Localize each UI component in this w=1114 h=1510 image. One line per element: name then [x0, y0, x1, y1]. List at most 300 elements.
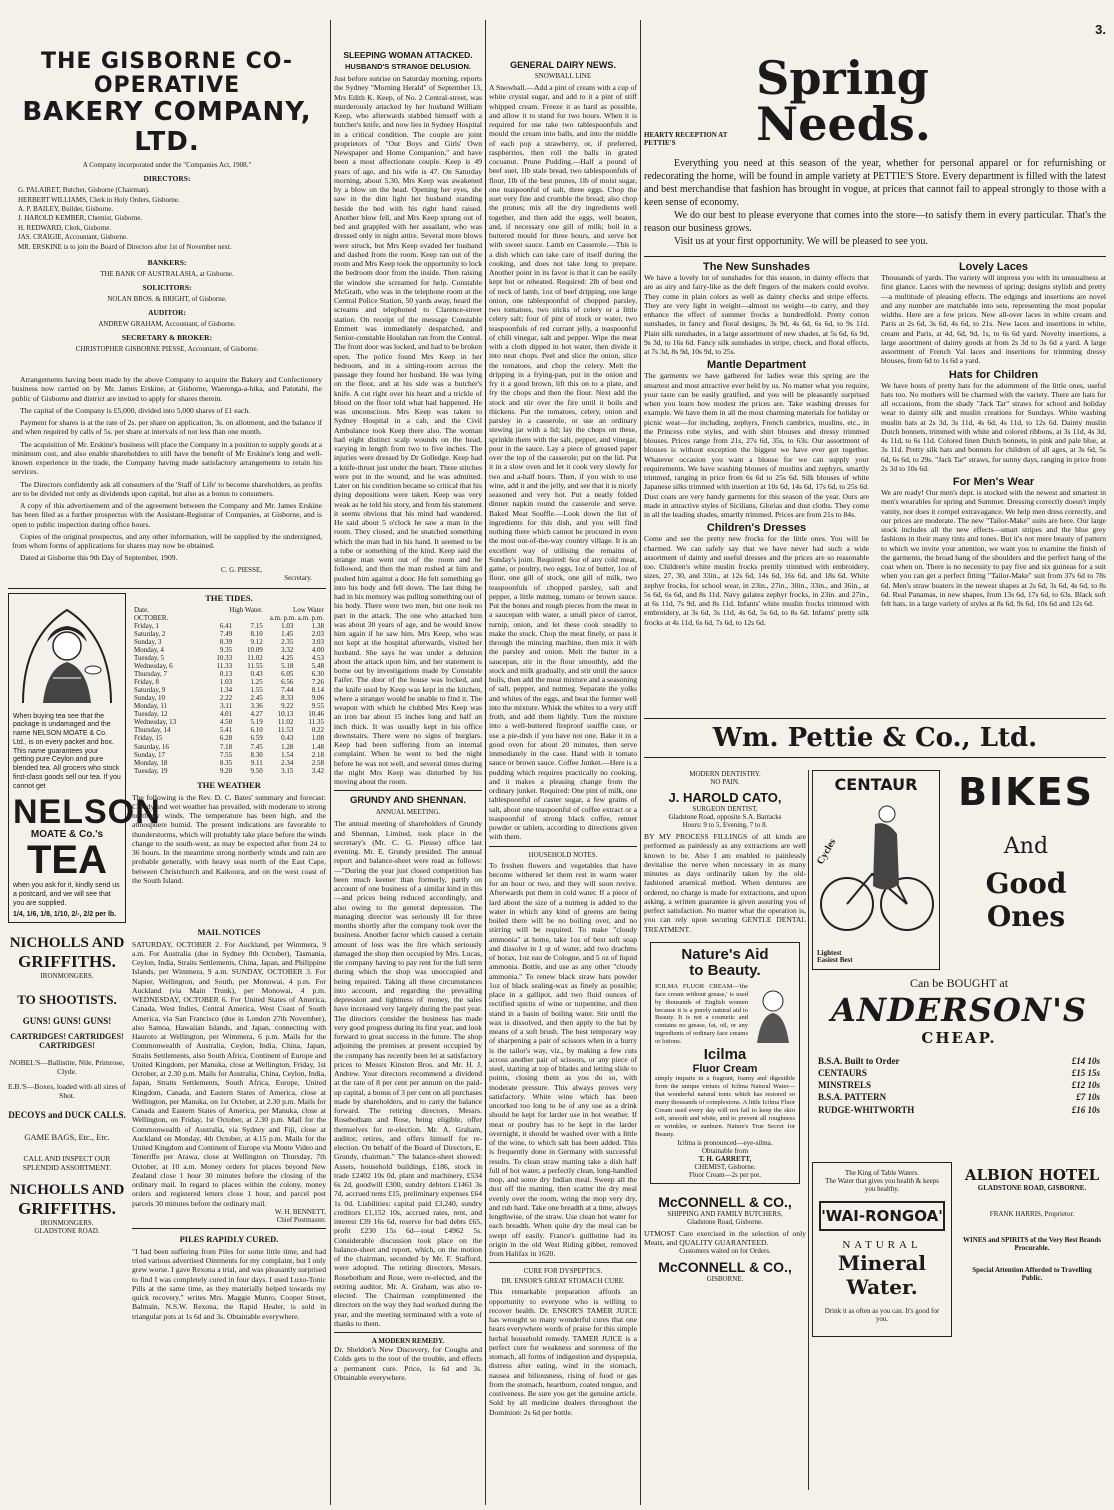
auditor-heading: AUDITOR:: [148, 308, 186, 318]
coop-paragraph: Arrangements having been made by the above Company to acquire the Bakery and Confectionery business now carried on by Mr. James Erskine, at Gisborne, Waerenga-a-hika, and Patutahi, the public of Gisborne and district are invited to apply for shares therein.: [12, 375, 322, 403]
bike-model: B.S.A. PATTERN: [818, 1092, 887, 1103]
grundy-subheading: ANNUAL MEETING.: [375, 808, 441, 817]
mcconnell-address: Gladstone Road, Gisborne.: [687, 1217, 763, 1226]
tides-time-cell: 1.54: [281, 750, 294, 759]
tides-time-cell: 6.56: [281, 678, 294, 687]
coop-signature-title: Secretary.: [284, 573, 312, 582]
tides-header-row: [132, 606, 326, 614]
tides-time-cell: 2.18: [311, 750, 324, 759]
mcconnell-name-2: McCONNELL & CO.,: [658, 1259, 792, 1275]
tides-time-cell: 6.05: [281, 670, 294, 679]
tides-date-cell: Wednesday, 13: [134, 718, 177, 727]
tides-col-high: High Water.: [229, 605, 263, 614]
news-heading: GENERAL DAIRY NEWS.: [510, 60, 616, 70]
tides-time-cell: 5.41: [219, 726, 233, 735]
secretary-heading: SECRETARY & BROKER:: [121, 333, 213, 343]
men-text: We are ready! Our men's dept. is stocked with the newest and smartest in men's wearables for spring and Summer. Dressing correctly doesn't imply vanity, nor does it compel extravagance. We help men dress correctly, and our prices are moderate. The new "Tailor-Make" suits are here. Our large stock includes all the new effects—smart stripes and the blue grey fashions in their many tints and tones. But it's not mere beauty of pattern to which we invite your attention, we want you to examine the finish of the garments, the broad hang of the shoulders and the perfect hang of the coat when on. There is no necessity to pay five and six guineas for a suit when you can get a perfect fitting "Tailor-Make" suit from 37s 6d to 78s 6d. Men's straw boaters in the newest shapes at 2s 6d, 3s 6d, 4s 6d, to 8s 6d. Real Panamas, in new shapes, from 13s 6d, 17s 6d, to 63s. Black soft felt hats, in a large variety of styles at 8s 6d, 9s 6d, 10s 6d and 12s 6d.: [881, 488, 1106, 608]
bikes-cheap: CHEAP.: [921, 1029, 997, 1047]
director: HERBERT WILLIAMS, Clerk in Holy Orders, Gisborne.: [18, 195, 180, 204]
mcconnell-advert: [644, 1194, 806, 1284]
men-heading: For Men's Wear: [952, 476, 1035, 488]
dentistry-sub: NO PAIN.: [710, 778, 740, 786]
divider: [132, 1228, 326, 1229]
coop-body: [12, 375, 322, 563]
coop-paragraph: Copies of the original prospectus, and any other information, will be supplied by the undersigned, from whom forms of applications for shares may now be obtained.: [12, 531, 322, 551]
coop-paragraph: A copy of this advertisement and of the agreement between the Company and Mr. James Erskine has been filed as a further prospectus with the Assistant-Registrar of Companies, at Gisborne, and is open to public inspection during office hours.: [12, 501, 322, 529]
tides-time-cell: 7.44: [281, 686, 294, 695]
column-1: [8, 20, 326, 1510]
pettie-headline: Spring Needs.: [756, 55, 931, 151]
pettie-footer-box: [644, 718, 1106, 758]
tides-time-cell: 2.45: [250, 694, 263, 703]
tides-time-cell: 3.32: [281, 645, 294, 654]
tides-date-cell: Tuesday, 5: [134, 654, 165, 662]
divider: [489, 1262, 637, 1263]
coop-incorporated: A Company incorporated under the "Companies Act, 1908.": [82, 161, 252, 170]
dyspeptics-heading: CURE FOR DYSPEPTICS.: [523, 1267, 603, 1276]
tides-time-cell: 5.18: [281, 662, 294, 671]
tides-row: [132, 678, 326, 686]
centaur-slogan: Lightest Easiest Best: [817, 948, 853, 965]
bike-model: MINSTRELS: [818, 1080, 872, 1091]
weather-heading: THE WEATHER: [197, 779, 261, 790]
tides-row: [132, 734, 326, 742]
pettie-intro-1: Everything you need at this season of the year, whether for personal apparel or for refurnishing or redecorating the home, will be found in ample variety at PETTIE'S Store. Every department is filled with the latest and best merchandise that fashion has brought in vogue, at prices that cannot fail to appeal strongly to those with a keen sense of economy.: [644, 158, 1106, 208]
albion-special: Special Attention Afforded to Travelling Public.: [972, 1266, 1092, 1282]
director: A. P. BAILEY, Builder, Gisborne.: [18, 205, 114, 214]
coop-title-1: THE GISBORNE CO-OPERATIVE: [40, 49, 294, 99]
mail-heading: MAIL NOTICES: [197, 926, 261, 937]
nicholls-name-1: NICHOLLS AND: [9, 934, 125, 951]
bike-model: B.S.A. Built to Order: [818, 1056, 900, 1066]
nicholls-name-2: GRIFFITHS.: [18, 951, 116, 971]
tides-time-cell: 8.30: [250, 750, 263, 759]
tides-time-cell: 8.33: [281, 694, 294, 703]
tides-time-cell: 8.14: [311, 686, 324, 695]
tides-time-cell: 1.34: [219, 686, 233, 695]
icilma-text: ICILMA FLUOR CREAM—'the face cream without grease,' is used by thousands of English women because it is a purely natural aid to Beauty. It is not a cosmetic and contains no grease, fat, oil, or any ingredients of ordinary face creams or lotions.: [655, 982, 748, 1046]
tides-time-cell: 0.13: [219, 670, 233, 679]
tides-row: [132, 702, 326, 710]
divider: [334, 790, 482, 791]
tides-date-cell: Monday, 11: [134, 702, 168, 711]
bankers-heading: BANKERS:: [147, 258, 187, 268]
tides-time-cell: 11.35: [308, 718, 324, 727]
laces-heading: Lovely Laces: [958, 261, 1029, 273]
tides-time-cell: 11.33: [216, 662, 233, 671]
tides-time-cell: 4.27: [250, 710, 263, 719]
column-2: [334, 20, 482, 1510]
page-number: 3.: [1095, 22, 1106, 37]
lady-portrait-icon: [751, 983, 795, 1043]
tides-time-cell: 10.13: [277, 710, 294, 719]
icilma-price: Fluor Cream—2s per pot.: [689, 1170, 761, 1179]
tides-date-cell: Monday, 4: [134, 645, 164, 654]
tides-month: OCTOBER.: [134, 613, 169, 622]
tides-time-cell: 5.19: [250, 718, 263, 727]
bikes-can: Can be BOUGHT at: [909, 976, 1009, 990]
household-heading: HOUSEHOLD NOTES.: [528, 850, 598, 859]
mail-signature: W. H. BENNETT,: [274, 1207, 326, 1216]
tides-weather-mail: [132, 593, 326, 923]
tides-ampm: a.m. p.m. a.m. p.m.: [269, 613, 324, 622]
tides-date-cell: Saturday, 16: [134, 742, 169, 751]
auditor: ANDREW GRAHAM, Accountant, of Gisborne.: [98, 320, 236, 329]
bikes-headline: [946, 770, 1106, 970]
director: JAS. CRAIGIE, Accountant, Gisborne.: [18, 233, 128, 242]
bike-price-row: [818, 1104, 1100, 1116]
nicholls-name-3: NICHOLLS AND: [9, 1181, 125, 1198]
tides-time-cell: 7.45: [250, 742, 263, 751]
dyspeptics-subheading: DR. ENSOR'S GREAT STOMACH CURE.: [501, 1277, 625, 1286]
column-rule: [640, 20, 641, 1505]
mcconnell-name: McCONNELL & CO.,: [658, 1193, 792, 1210]
icilma-title-1: Nature's Aid: [681, 945, 769, 963]
solicitors-heading: SOLICITORS:: [142, 283, 192, 293]
tides-time-cell: 9.20: [219, 766, 233, 775]
tides-time-cell: 1.38: [311, 621, 324, 630]
pettie-right-col: [881, 261, 1106, 627]
tides-date-cell: Wednesday, 6: [134, 662, 173, 671]
mantle-heading: Mantle Department: [706, 359, 807, 372]
tides-time-cell: 10.09: [246, 645, 263, 654]
tides-time-cell: 1.48: [311, 742, 324, 751]
tides-time-cell: 9.06: [311, 694, 324, 703]
cartridges-line: CARTRIDGES! CARTRIDGES! CARTRIDGES!: [10, 1031, 124, 1050]
coop-paragraph: Dated at Gisborne this 9th Day of September, 1909.: [20, 553, 178, 563]
director: J. HAROLD KEMBER, Chemist, Gisborne.: [18, 214, 143, 223]
bikes-price-list: [812, 1055, 1106, 1116]
tides-row: [132, 767, 326, 775]
bike-price-row: [818, 1091, 1100, 1103]
pettie-footer: Wm. Pettie & Co., Ltd.: [712, 723, 1038, 753]
remedy-text: Dr. Sheldon's New Discovery, for Coughs and Colds gets to the root of the trouble, and effects a permanent cure. Price, 1s 6d and 3s. Obtainable everywhere.: [334, 1345, 482, 1382]
bicycle-rider-icon: [817, 794, 935, 944]
tides-time-cell: 6.59: [250, 734, 263, 743]
tides-date-cell: Sunday, 3: [134, 637, 162, 646]
nelson-brand: NELSON: [13, 793, 161, 832]
director: G. PALAIRET, Butcher, Gisborne (Chairman).: [18, 186, 150, 195]
tides-row: [132, 751, 326, 759]
tides-time-cell: 6.30: [311, 670, 324, 679]
tides-time-cell: 7.26: [311, 678, 324, 687]
tides-time-cell: 5.48: [311, 662, 324, 671]
column-rule: [808, 770, 809, 1490]
icilma-title-2: to Beauty.: [689, 962, 761, 980]
water-mineral: Mineral Water.: [837, 1251, 927, 1299]
dentistry-heading: MODERN DENTISTRY.: [689, 770, 761, 778]
children-heading: Children's Dresses: [706, 522, 807, 535]
woman-with-teacup-icon: [13, 598, 121, 708]
bikes-ones: Ones: [986, 900, 1066, 933]
remedy-heading: A MODERN REMEDY.: [371, 1337, 445, 1345]
sunshades-text: We have a lovely lot of sunshades for this season, in dainty effects that are as airy and fairy-like as the deft fingers of the makers could evolve. They come in plain colors as well as dainty checks and stripe effects. They are very light in weight—almost no weight—to carry, and they enhance the effect of summer frocks a hundredfold. Pretty cotton sunshades, in fancy and floral designs, 3s 9d, 4s 6d, 6s 6d, to 9s 11d. Plain silk sunshades, in a large assortment of new shades, at 5s 6d, 6s 9d, 9s 3d, to 16s 6d. Fancy silk sunshades in stripe, check, and floral effects, at 7s 3d, 8s 9d, 10s 9d, to 25s.: [644, 273, 869, 356]
tides-time-cell: 11.55: [247, 662, 263, 671]
bikes-title: BIKES: [958, 770, 1094, 814]
icilma-obtain: Obtainable from: [701, 1146, 749, 1155]
bike-price-row: [818, 1067, 1100, 1079]
bankers: THE BANK OF AUSTRALASIA, at Gisborne.: [100, 270, 234, 279]
tides-time-cell: 0.43: [250, 670, 263, 679]
coop-signature: C. G. PIESSE,: [220, 565, 262, 574]
tides-time-cell: 4.25: [281, 654, 294, 662]
tides-time-cell: 11.02: [247, 654, 263, 662]
water-line-1: The King of Table Waters.: [845, 1169, 919, 1177]
nicholls-sub-2: IRONMONGERS.: [40, 1218, 94, 1227]
nicholls-sub: IRONMONGERS.: [40, 971, 94, 980]
boxes-line: E.B.'S—Boxes, loaded with all sizes of Shot.: [8, 1081, 127, 1100]
divider: [489, 846, 637, 847]
tides-time-cell: 9.50: [250, 766, 263, 775]
albion-address: GLADSTONE ROAD, GISBORNE.: [977, 1184, 1087, 1192]
dentist-role: SURGEON DENTIST,: [692, 805, 758, 813]
dentist-text: BY MY PROCESS FILLINGS of all kinds are performed as painlessly as any extractions are well known to be. Also I am enabled to painlessly devitalise the nerve when necessary in as many minutes as days ordinarily taken by the old-fashioned arsenical method. When dentures are ordered, no charge is made for extractions, and upon asking, a written guarantee is given assuring you of perfect satisfaction. No matter what the operation is, you can rely upon securing GENTLE DENTAL TREATMENT.: [644, 832, 806, 934]
tides-row: [132, 718, 326, 726]
albion-proprietor: FRANK HARRIS, Proprietor.: [989, 1210, 1075, 1218]
secretary: CHRISTOPHER GISBORNE PIESSE, Accountant, of Gisborne.: [75, 345, 259, 354]
nelson-outro: when you ask for it, kindly send us a postcard, and we will see that you are supplied.: [13, 882, 120, 907]
tides-row: [132, 694, 326, 702]
bike-price-row: [818, 1055, 1100, 1067]
tides-time-cell: 4.01: [219, 710, 233, 719]
attack-text: Just before sunrise on Saturday morning, reports the Sydney "Morning Herald" of September 13, Mrs Edith K. Keep, of No. 2 Central-street, was murderously attacked by her husband William Keep, who afterwards stabbed himself with a butcher's knife, and now lies in Sydney Hospital in a critical condition. The couple are joint proprietors of "Our Boys and Girls' Own Newspaper and Home Companion," and have been a most affectionate couple. Keep is 49 years of age, and his wife is 47. On Saturday morning, about 5.30, Mrs Keep was awakened by a blow on the head. Opening her eyes, she saw in the dim light her husband standing beside the bed with his right hand raised. Another blow fell, and Mrs Keep sprang out of bed and grappled with her assailant, who was dressed only in night attire. Several more blows were struck, but Mrs Keep evaded her husband and dashed from the room. Keep ran out of the room and Mrs Keep took the opportunity to lock the bedroom door from the inside. Then raising the window she screamed for help. Constable McGrath, who was in the telephone room at the Central Police Station, 50 yards away, heard the screams and telephoned to Clarence-street station. On receipt of the message Constable Emmett was immediately despatched, and Senior-constable Houlahan ran from the Central. The front door was locked, and had to be broken open. The police found Mrs Keep in her bedroom, and in a sitting-room across the passage they found her husband. He was lying on the floor, and at his side was a butcher's knife. A cut right over his heart and a trickle of blood on the floor told what had happened. He was unconscious. Mrs Keep was taken to Sydney Hospital in a cab, and the Civil Ambulance took Keep there also. The woman had eight distinct scalp wounds on the head, varying in length from two to five inches. The injuries were dressed by Dr Golledge. Keep had a knife-thrust just under the heart. Three stitches were put in the wound, and he was admitted. Later on his condition became so critical that his dying depositions were taken. Keep was very weak as he told his story, and from his statement it seems obvious that his mind had wandered. He said about 5 o'clock he saw a man in the room. They closed, and he snatched something which the man had in his hand. It seemed to be a tube or something of the kind. Keep said the strange man went out of the room and he followed, and then the man rushed at him and pushed him against a door. He felt something go into his body and fell down. The last thing he had in his memory was pulling something out of his body. There were two men, but one took no part in the attack. The one who attacked him was about 30 years of age, and he would know him again if he saw him. Mrs Keep, who was not kept at the hospital afterwards, visited her husband. She says he was under a delusion about the attack upon him, and her statement is borne out by investigations made by Constable Faifer. The door of the house was locked, and the knife used by Keep was kept in the kitchen, where a stranger would be unable to find it. The weapon with which he clubbed Mrs Keep was an iron bar about 15 inches long and half an inch thick. It was usually kept in his office downstairs. There were no signs of burglars. Keep had been suffering from an internal complaint. When he went to bed the night before he was not well, and several times during the night Mrs Keep was disturbed by his moving about the room.: [334, 74, 482, 786]
dentist-address: Gladstone Road, opposite S.A. Barracks: [668, 813, 782, 821]
dyspeptics-text: This remarkable preparation affords an opportunity to everyone who is willing to recover health. Dr. ENSOR'S TAMER JUICE has wrought so many wonderful cures that one hears everywhere words of praise for this simple herbal household remedy. TAMER JUICE is a perfect cure for weakness and soreness of the stomach, all forms of indigestion and dyspepsia, distress after eating, wind in the stomach, nausea and biliousness, rising of food or gas from the stomach, heartburn, coated tongue, and costiveness. Be sure you get the genuine article. Sold by all medicine dealers throughout the Dominion: 2s 6d per bottle.: [489, 1287, 637, 1417]
household-text: To freshen flowers and vegetables that have become withered let them rest in warm water for an hour or two, and they will soon revive. Afterwards put them in cold water. If a piece of lard about the size of a nutmeg is added to the water in which any kind of greens are being boiled there will be no boiling over, and no stirring will be required. To make "cloudy ammonia" at home, take 1oz of best soft soap and dissolve in 1 qt of water, add two drachms of borax, 1oz eau de Cologne, and 5 oz of liquid ammonia. Bottle, and use as any other "cloudy ammonia." To renew black straw hats powder 1oz of black sealing-wax as finely as possible; place in a gallipot, add two fluid ounces of rectified spirits of wine or turpentine, and then stand in a basin of boiling water. Stir until the wax is dissolved, and then apply to the hat by means of a soft brush. The best temporary way of sharpening a pair of scissors when in a hurry is the tailor's way, viz., by making a few cuts across another pair of scissors, or any piece of steel, starting at top of blades and letting slide to points, closing them as you do so, with moderate pressure. This always proves very satisfactory. White wine which has been uncorked too long to be of any use as a drink should be kept for larder use in hot weather. If meat or poultry has to be kept in the larder overnight, it should be washed over with a little of the wine, to which salt has been added. This is frequently done in Germany with successful results. To clean straw matting take a dish half full of hot water, a perfectly clean, long-handled mop, and some dry Indian meal. Sweep all the dust off the matting, then scatter the dry meal evenly over the room, wring the mop very dry, and rub hard. Take one breadth at a time, always lengthwise, of the straw. Use clean hot water for each breadth. When quite dry the meal can be swept off easily. France's guillotine had its origin in the old West Riding gibbet, removed from Halifax in 1620.: [489, 860, 637, 1258]
tides-time-cell: 6.10: [250, 726, 263, 735]
tides-date-cell: Friday, 1: [134, 621, 159, 630]
laces-text: Thousands of yards. The variety will impress you with its unusualness at first glance. Laces with the newness of spring; designs stylish and pretty—a multitude of pleasing effects. The edgings and insertions are novel and any number are matchable into sets, representing the most popular widths. Here are a few prices. New all-over laces in white cream and Paris at 2s 6d, 3s 6d, 4s 6d, to 21s. New laces and insertions in white, cream and Paris, at 4d, 6d, 9d, 1s, to 6s 6d yard. Novelty insertions, a large assortment of dainty goods at from 2s 3d to 3s 6d a yard. A large assortment of French Val laces and insertions for trimming dressy blouses, from 6d to 1s 6d a yard.: [881, 273, 1106, 366]
tides-time-cell: 1.28: [281, 742, 294, 751]
tides-time-cell: 2.03: [311, 629, 324, 638]
hats-heading: Hats for Children: [948, 368, 1039, 381]
mcconnell-town: GISBORNE.: [706, 1275, 744, 1283]
water-line-3: Drink it as often as you can. It's good for you.: [824, 1307, 940, 1323]
tides-time-cell: 9.12: [250, 637, 263, 646]
directors-heading: DIRECTORS:: [143, 174, 191, 184]
nelson-product: TEA: [27, 838, 107, 883]
mcconnell-orders: Customers waited on for Orders.: [679, 1247, 771, 1255]
piles-heading: PILES RAPIDLY CURED.: [179, 1233, 279, 1244]
water-natural: NATURAL: [842, 1239, 922, 1251]
nicholls-advert: [8, 927, 126, 1321]
bike-price: £14 10s: [1071, 1056, 1100, 1066]
tides-time-cell: 4.50: [219, 718, 233, 727]
coop-advert: [8, 20, 326, 582]
powders-line: NOBEL'S—Ballistite, Nile, Primrose, Clyde.: [9, 1057, 125, 1076]
albion-wines: WINES and SPIRITS of the Very Best Brands Procurable.: [963, 1236, 1101, 1252]
tides-time-cell: 11.53: [277, 726, 294, 735]
hats-text: We have hosts of pretty hats for the adornment of the little ones, useful hats too. No mothers will be charmed with the variety. There are hats for all occasions, from the shady "Jack Tar" straws for school and holiday wear to dainty silk and muslin creations for Sundays. White washing muslin hats at 2s 3d, 3s 11d, 4s 6d, 4s 11d, to 12s 6d. Dainty muslin Dutch bonnets, trimmed with white and colored ribbons, at 3s 11d, 4s 3d, 4s 11d, to 6s 11d. Colored linen Dutch bonnets, in pink and pale blue, at 3s 11d. Pretty silk hats and bonnets for children of all ages, at 3s 6d, 5s 6d, 6s 6d, to 29s. "Jack Tar" straws, for sunny days, ranging in price from 2s 3d to 10s 6d.: [881, 380, 1106, 473]
tides-date-cell: Thursday, 7: [134, 670, 167, 679]
tides-row: [132, 662, 326, 670]
tides-row: [132, 759, 326, 767]
bike-price: £16 10s: [1071, 1104, 1100, 1115]
tides-time-cell: 1.08: [311, 734, 324, 743]
tides-time-cell: 8.39: [219, 637, 233, 646]
tides-date-cell: Tuesday, 19: [134, 766, 168, 775]
tides-time-cell: 4.00: [311, 645, 324, 654]
tides-row: [132, 670, 326, 678]
pettie-left-col: [644, 261, 869, 627]
tides-time-cell: 6.28: [219, 734, 233, 743]
centaur-logo: CENTAUR: [834, 775, 918, 794]
tides-row: [132, 622, 326, 630]
tides-time-cell: 2.34: [281, 758, 294, 767]
mantle-text: The garments we have gathered for ladies wear this spring are the smartest and most attractive ever held by us. No matter what you require, your taste can be easily gratified, and you will be pleasantly surprised when you learn how modest the prices are. Take washing dresses for example. We have them in all the most charming materials for holiday or picnic wear—for including, zephyrs, French cambrics, muslins, etc., in the Princess robe styles, and with shirt blouses and dressy trimmed blouses. Prices range from 21s, 27s 6d, 35s, to 63s. Our assortment of blouses is without exception the biggest we have ever got together. Whatever occasion you want a blouse for we can supply your requirements. We have washing blouses of muslins and zephyrs, smartly trimmed, ranging in price from 6s 6d to 25s 6d. Silk blouses of white Japanese silks trimmed with insertion at 10s 6d, 14s 6d, 17s 6d, to 25s 6d. Dust coats are very handy garments for this season of the year. Ours are made in attractive styles of Sicilians, Glorias and dust cloths. They come in all the leading shades, smartly trimmed. Prices are from 21s to 84s.: [644, 371, 869, 519]
divider: [334, 1332, 482, 1333]
tides-time-cell: 6.41: [219, 621, 233, 630]
mail-and-piles: [132, 927, 326, 1321]
tides-time-cell: 9.11: [250, 758, 263, 767]
tides-rows: [132, 622, 326, 775]
nicholls-and-mail-row: [8, 927, 326, 1321]
coop-paragraph: The acquisition of Mr. Erskine's business will place the Company in a position to supply goods at a minimum cost, and also enable shareholders to still have the benefit of Mr Erskine's long and well-known experience in the trade, the Company having made satisfactory arrangements to retain his services.: [12, 439, 322, 477]
tides-heading: THE TIDES.: [205, 592, 253, 603]
coop-title-2: BAKERY COMPANY, LTD.: [22, 97, 312, 158]
tides-time-cell: 2.58: [311, 758, 324, 767]
albion-name: ALBION HOTEL: [964, 1166, 1100, 1184]
tides-time-cell: 7.49: [219, 629, 233, 638]
tides-date-cell: Sunday, 10: [134, 694, 166, 703]
divider: [8, 588, 326, 589]
tides-time-cell: 3.42: [311, 766, 324, 775]
coop-paragraph: Payment for shares is at the rate of 2s. per share on application, 3s. on allotment, and the balance if and when required by calls of 5s. per share at intervals of not less than one month.: [12, 418, 322, 437]
dentist-hours: Hours: 9 to 5, Evening, 7 to 8.: [682, 821, 768, 829]
bikes-advert: [812, 770, 1106, 1150]
call-line: CALL AND INSPECT OUR SPLENDID ASSORTMENT.: [22, 1153, 112, 1172]
bike-model: CENTAURS: [818, 1068, 867, 1079]
tides-row: [132, 646, 326, 654]
bags-line: GAME BAGS, Etc., Etc.: [24, 1131, 110, 1142]
directors-list: [12, 186, 322, 252]
pettie-departments: [644, 256, 1106, 627]
bikes-store: ANDERSON'S: [831, 991, 1087, 1029]
tides-time-cell: 9.35: [219, 645, 233, 654]
grundy-text: The annual meeting of shareholders of Grundy and Shennan, Limited, took place in the secretary's (Mr. C. G. Piesse) office last evening. Mr. E. Grundy presided. The annual report and balance-sheet were read as follows:—"During the year just closed competition has been much keener than formerly, partly on account of one business of a similar kind in this—and prices being reduced accordingly, and also owing to the general depression. The managing director was seriously ill for three months shortly after the company took over the business. Another factor which caused a certain amount of loss was the fire which seriously damaged the shop then occupied by Mrs. Lucas, the company having to pay rent for the full term during which the shop was unoccupied and being repaired. Taking all these circumstances into account, and regarding the prevailing depression and tightness of money, the sales have increased very largely during the past year. The directors consider the business has made very good progress during its first year, and look forward to great success in the future. The shop adjoining the premises at present occupied by the company has recently been let at satisfactory prices to Messrs Kinston Bros. and Mr. H. J. Andrew. Your directors recommend a dividend at the rate of 8 per cent per annum on the paid-up capital, a bonus of 3 per cent on all purchases made by shareholders, and to carry the balance forward. The retiring directors, Messrs. Rosebotham and Rose, being eligible, offer themselves for re-election. Mr. A. Graham, auditor, retires, and offers himself for re-election. On behalf of the Board of Directors, E. Grundy, chairman." The balance-sheet showed: Assets, household buildings, £186, stock in trade £2402 10s 0d, plant and machinery, £534 6s 2d, goodwill £300, sundry debtors £1461 3s 7d, accrued rents £15, preliminary expenses £64 1s 0d. Liabilities: capital paid £3,240, sundry creditors £1,152 10s, accrued rates, rent, and interest £39 16s 6d, reserve for bad debts £65, profit £230 15s 6d—total £4962 5s. Considerable discussion took place on the balance-sheet and report, which, on the motion of the chairman, seconded by Mr. F. Stafford, were adopted. The retiring directors, Messrs. Rosebotham and Rose, were re-elected, and the retiring auditor, Mr. A. Graham, was also re-elected. The Chairman complimented the directors on the way they had worked during the year, and the meeting terminated with a vote of thanks to them.: [334, 819, 482, 1328]
tides-time-cell: 4.53: [311, 654, 324, 662]
tides-time-cell: 1.03: [281, 621, 294, 630]
tides-sub-row: [132, 614, 326, 622]
tides-time-cell: 11.02: [277, 718, 294, 727]
tides-time-cell: 1.55: [250, 686, 263, 695]
grundy-heading: GRUNDY AND SHENNAN.: [349, 795, 467, 807]
mcconnell-role: SHIPPING AND FAMILY BUTCHERS,: [667, 1209, 783, 1218]
tides-time-cell: 10.33: [216, 654, 233, 662]
tides-row: [132, 630, 326, 638]
water-line-2: The Water that gives you health & keeps you healthy.: [825, 1177, 939, 1193]
tides-date-cell: Tuesday, 12: [134, 710, 168, 719]
tides-col-date: Date.: [134, 605, 149, 614]
tides-time-cell: 7.18: [219, 742, 233, 751]
tides-row: [132, 654, 326, 662]
tides-row: [132, 710, 326, 718]
tides-date-cell: Friday, 15: [134, 734, 163, 743]
nicholls-address: GLADSTONE ROAD.: [34, 1226, 100, 1235]
tides-time-cell: 3.03: [311, 637, 324, 646]
news-subheading: SNOWBALL LINE: [534, 72, 592, 80]
tides-time-cell: 9.22: [281, 702, 294, 711]
tides-date-cell: Thursday, 14: [134, 726, 171, 735]
tea-and-tides-row: [8, 593, 326, 923]
column-rule: [330, 20, 331, 1505]
tides-time-cell: 0.22: [311, 726, 324, 735]
solicitors: NOLAN BROS. & BRIGHT, of Gisborne.: [107, 295, 227, 304]
tides-time-cell: 3.15: [281, 766, 294, 775]
attack-heading: SLEEPING WOMAN ATTACKED.: [343, 50, 473, 60]
tides-row: [132, 638, 326, 646]
tides-date-cell: Saturday, 2: [134, 629, 166, 638]
guns-line: GUNS! GUNS! GUNS!: [22, 1015, 112, 1026]
albion-hotel-advert: [958, 1162, 1106, 1337]
children-text: Come and see the pretty new frocks for the little ones. You will be charmed. We can safely say that we have never had such a wide assortment of dainty and useful dresses and the prices are so reasonable too. Children's white muslin frocks prettily trimmed with embroidery, sizes, 27, 30, and 33in., at 12s 6d, 14s 6d, 16s 6d, and 18s 6d. White zephyr frocks, for school wear, in 23in., 27in., 30in., 33in., and 36in., at 5s 6d, 6s 6d, and 8s 11d. Navy galatea zephyr frocks, in 23in. and 27in., at 6s 11d, 7s 9d, and 8s 11d. Infants' white muslin frocks trimmed with embroidery, at 3s 6d, 3s 11d, 4s 6d, 5s 6d, to 8s 6d. Infants' pretty silk frocks at 4s 11d, 6s 6d, 7s 6d, to 12s 6d.: [644, 534, 869, 627]
tides-time-cell: 2.35: [281, 637, 294, 646]
water-brand: 'WAI-RONGOA': [819, 1201, 945, 1231]
column-rule: [485, 20, 486, 1505]
news-text: A Snowball.—Add a pint of cream with a cup of white crystal sugar, and add to it a pint of stiff whipped cream. Freeze it as hard as possible, and allow it to stand for two hours. When it is required for use take two tablespoonfuls and mould the cream into balls, and into the middle of each pop a strawberry, or, if preferred, raspberries, then roll the balls in grated cocoanut. Prune Pudding.—Half a pound of beef suet, 1lb stale bread, two tablespoonfuls of flour, 1lb of the best prunes, 1lb of moist sugar, one teaspoonful of salt, three eggs. Chop the suet very fine and crumble the bread; also chop the prunes; mix all the dry ingredients well together, and then add the eggs, well beaten, and, if necessary one gill of milk; boil in a buttered mould for three hours, and serve hot with sweet sauce. Lamb en Casserole.—This is a dish which can take care of itself during the cooking, and does not take long to prepare. Another point in its favor is that it can be easily kept hot or reheated. Required: 2lb of best end of neck of lamb, 1oz of beef dripping, one large onion, one tablespoonful of chopped parsley, two tomatoes, two sticks of celery or a little celery salt; four of pint of stock or water, two teaspoonfuls of red currant jelly, a teaspoonful of chili vinegar, salt and pepper. Wipe the meat with a cloth dipped in hot water, then divide it into neat chops. Peel and slice the onion, slice the tomatoes, and chop the celery. Melt the dripping in a frying-pan, put in the onion and fry it a good brown, lift this on to a plate, and fry the chops and then the flour. Next add the stock and stir over the fire until it boils and thickens. Put the tomatoes, celery, onion and parsley in a casserole, or use an ordinary stewing jar with a lid; lay the chops on these, sprinkle them with the salt, pepper, and vinegar, pour in the sauce. Lay a piece of greased paper over the top of the casserole; put on the lid. Put it in a slow oven and let it cook very slowly for two and a-half hours. Then, if you wish to use wine, add it and the jelly, and see that it is nicely seasoned and very hot. Put a neatly folded dinner napkin round the casserole and serve. Baked Meat Souffle.—Look down the list of ingredients for this dish, and you will find nothing there which cannot be procured in even the most out-of-the-way country village. It is an excellent way of utilising the remains of Sunday's joint. Required: 6oz of any cold meat, game, or poultry, two eggs, 1oz of butter, 1oz of flour, one gill of stock, one gill of milk, two teaspoonfuls of chopped parsley, salt and pepper, a little nutmeg, tomato or brown sauce. Put the bones and rough pieces from the meat in a saucepan with water, a small piece of carrot, turnip, onion, and let these cook steadily to make the stock. Chop the meat finely, or pass it through the mincing machine, then mix it with the parsley and onion. Melt the butter in a saucepan, stir in the flour smoothly, add the stock and milk gradually, and stir until the sauce boils, then add the meat mixture and a seasoning of salt, pepper, and nutmeg. Separate the yolks and whites of the eggs, and beat the former well into the mixture. Whisk the whites to a very stiff froth, and add them lightly. Turn the mixture into a well-buttered fireproof souffle case, or use a pie-dish if you have not one. Bake it in a good oven for about 20 minutes, then serve immediately in the case. Hand with it tomato sauce or brown sauce. Coffee Junket.—Here is a pudding which requires practically no cooking, and it makes a pleasing change from the ordinary junket. Required: One pint of milk, one tablespoonful of caster sugar, a few grains of salt, about one teaspoonful of coffee extract or a teaspoonful of strong black coffee, rennet powder or tablets, according to directions given with them.: [489, 83, 637, 842]
nicholls-name-4: GRIFFITHS.: [18, 1198, 116, 1218]
icilma-text-2: simply imparts in a fragrant, foamy and digestible form the unique virtues of Icilma Natural Water—that wonderful natural tonic which has restored so many thousands of complexions. A little Icilma Fluor Cream used every day will not fail to keep the skin soft, smooth and white, and to prevent all roughness or wrinkles, or sunburn. Nature's True Secret for Beauty.: [655, 1075, 795, 1138]
mail-text: SATURDAY, OCTOBER 2. For Auckland, per Wimmera, 9 a.m. For Australia (due in Sydney 8th October), Tasmania, Ceylon, India, Straits Settlements, China, Japan, and Philippine Islands, per Wimmera, 9 a.m. SUNDAY, OCTOBER 3. For Napier, Wellington, and South, per Monowai, 4 p.m. For Auckland (via Main Trunk), per Monowai, 4 p.m. WEDNESDAY, OCTOBER 6. For United States of America, Canada, West Indies, Central America, West Coast of South America, via San Francisco (due in London 27th November), also Samoa, Hawaiian Islands, and Japan, connecting with Hauroto at Wellington, per Wimmera, 6 p.m. Mails for the Commonwealth of Australia, Ceylon, India, China, Japan, Straits Settlements, also South Africa, Continent of Europe and United Kingdom, per Manuka, close at Wellington, Friday, 1st October, at 2.30 p.m. Mails for Australia, China, Ceylon, India, Japan, Straits Settlements, South Africa, Europe, United Kingdom, Canada, and Eastern States of America, close at Wellington, per Manuka, on 1st October, at 2.30 p.m. Mails for Canada and Eastern States of America, per Manuka, close at Wellington, on Friday, 1st October, at 2.30 p.m. Mail for the Commonwealth of Australia, via Sydney and Fiji, close at Auckland on Monday, 4th October, at 4.15 p.m. Mails for the United Kingdom and Continent of Europe via Monte Video and Teneriffe per Arawa, close at Wellington on Thursday, 7th October, at 10 a.m. Money orders for places beyond New Zealand close 1 hour 30 minutes before the closing of the ordinary mail. In regard to places within the colony, money orders and registered letters close 1 hour, and parcel post parcels 30 minutes before the ordinary mail.: [132, 939, 326, 1208]
pettie-intro-3: Visit us at your first opportunity. We will be pleased to see you.: [674, 236, 928, 247]
bikes-and: And: [1003, 834, 1049, 859]
attack-subheading: HUSBAND'S STRANGE DELUSION.: [345, 62, 471, 71]
director: H. REDWARD, Clerk, Gisborne.: [18, 223, 112, 232]
tides-time-cell: 1.45: [281, 629, 294, 638]
tides-time-cell: 10.46: [308, 710, 324, 719]
tides-time-cell: 3.11: [220, 702, 233, 711]
bike-price: £15 15s: [1071, 1068, 1100, 1079]
tides-row: [132, 743, 326, 751]
dentist-name: J. HAROLD CATO,: [668, 790, 782, 805]
decoys-line: DECOYS and DUCK CALLS.: [8, 1109, 126, 1120]
pettie-hearty: HEARTY RECEPTION AT PETTIE'S: [644, 131, 728, 147]
sunshades-heading: The New Sunshades: [703, 261, 810, 273]
tides-time-cell: 7.15: [250, 621, 263, 630]
nelson-intro: When buying tea see that the package is undamaged and the name NELSON MOATE & Co. Ltd., is on every packet and box. This name guarantees your getting pure Ceylon and pure blended tea. All grocers who stock first-class goods sell our tea. If you cannot get: [13, 712, 121, 790]
icilma-chemist: T. H. GARRETT,: [698, 1154, 752, 1163]
tides-time-cell: 9.55: [311, 702, 324, 711]
tides-time-cell: 7.55: [219, 750, 233, 759]
bike-price: £12 10s: [1071, 1080, 1100, 1091]
bike-price: £7 10s: [1076, 1092, 1100, 1103]
weather-text: The following is the Rev. D. C. Bates' summary and forecast: Cloudy and wet weather has prevailed, with moderate to strong northerly winds. The temperature has been high, and the atmosphere humid. The present indications are favorable to thunderstorms, which will probably take place before the winds change to the south-west, as may be expected after from 24 to 36 hours. In the meantime strong northerly winds and rain are probable generally, with heavy seas north of the East Cape, between Christchurch and Kaikoura, and on the west coast of the South Island.: [132, 792, 326, 885]
icilma-advert: [650, 942, 800, 1184]
tides-time-cell: 1.03: [219, 678, 233, 687]
wai-rongoa-advert: [812, 1162, 952, 1337]
centaur-logo-box: [812, 770, 940, 970]
icilma-pron: Icilma is pronounced—eye-silma.: [677, 1138, 773, 1147]
tides-time-cell: 8.10: [250, 629, 263, 638]
shootists-heading: TO SHOOTISTS.: [17, 991, 117, 1007]
tides-date-cell: Sunday, 17: [134, 750, 166, 759]
tides-date-cell: Friday, 8: [134, 678, 159, 687]
bikes-good: Good: [985, 867, 1067, 900]
column-3: [489, 20, 637, 1510]
icilma-brand: Icilma: [703, 1046, 747, 1064]
mcconnell-text: UTMOST Care exercised in the selection of only Meats, and QUALITY GUARANTEED.: [644, 1228, 806, 1247]
tides-time-cell: 3.36: [250, 702, 263, 711]
coop-paragraph: The Directors confidently ask all consumers of the 'Staff of Life' to become shareholders, as profits are to be divided not only as dividends upon capital, but also as a bonus to consumers.: [12, 479, 322, 498]
mail-signature-title: Chief Postmaster.: [276, 1215, 326, 1224]
icilma-chemist-2: CHEMIST, Gisborne.: [694, 1162, 756, 1171]
tides-time-cell: 1.25: [250, 678, 263, 687]
pettie-intro-2: We do our best to please everyone that comes into the store—to satisfy them in every particular. That's the reason our business grows.: [644, 210, 1106, 234]
pettie-advert: [644, 55, 1106, 715]
nelson-prices: 1/4, 1/6, 1/8, 1/10, 2/-, 2/2 per lb.: [13, 910, 117, 918]
tides-date-cell: Monday, 18: [134, 758, 168, 767]
coop-paragraph: The capital of the Company is £5,000, divided into 5,000 shares of £1 each.: [20, 405, 251, 415]
